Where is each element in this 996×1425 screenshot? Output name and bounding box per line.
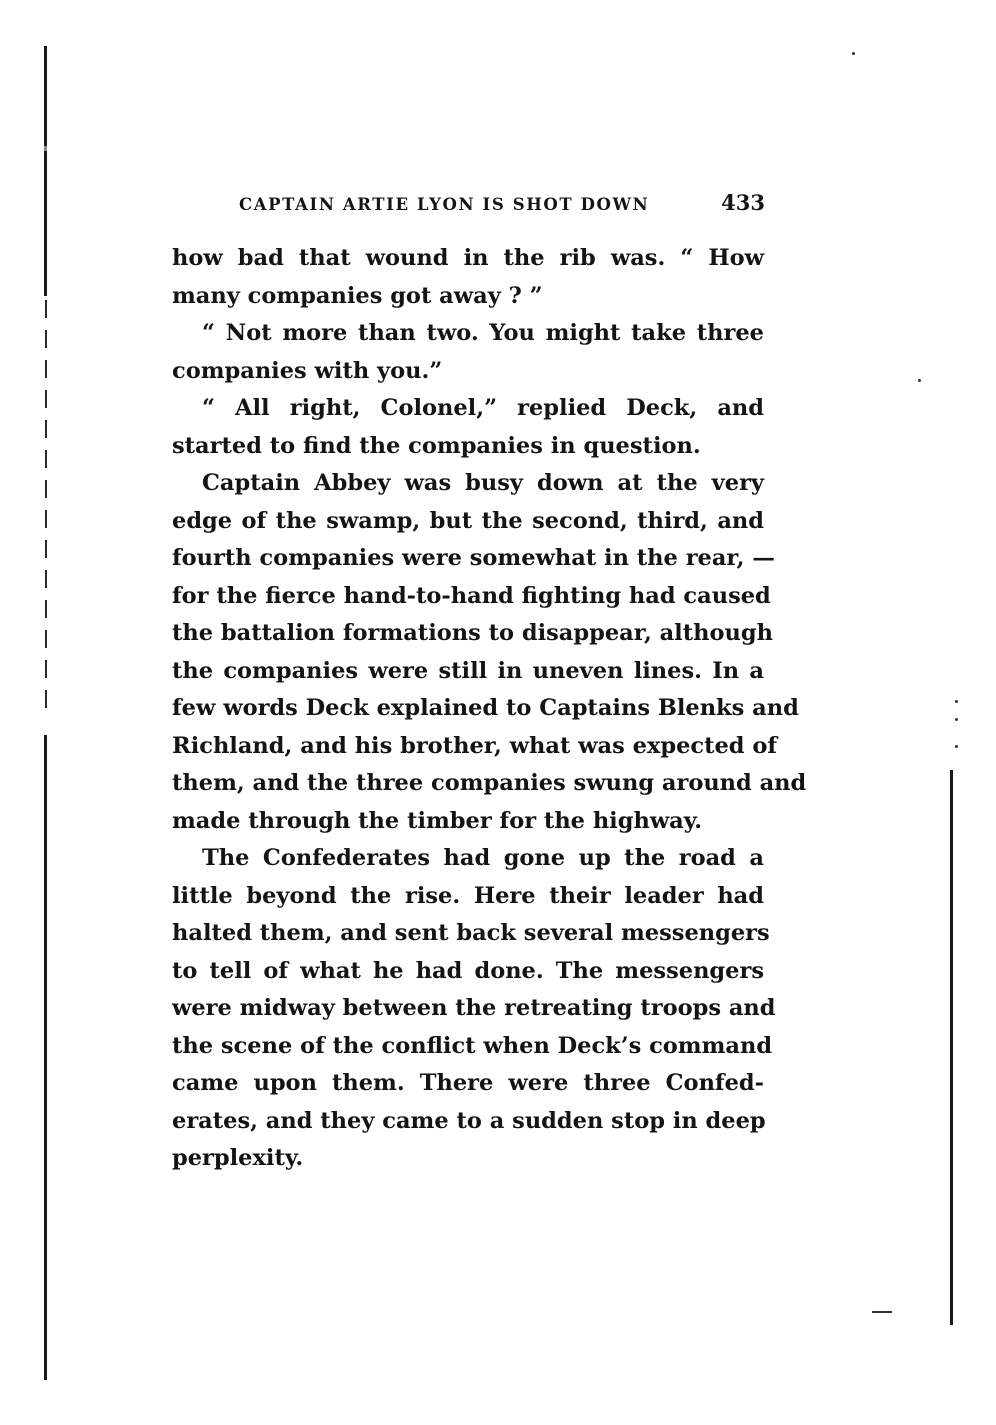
- text-line: the companies were still in uneven lines. In a: [172, 657, 764, 684]
- scan-speck: [852, 52, 855, 55]
- text-line: fourth companies were somewhat in the rear, —: [172, 545, 775, 571]
- text-line: edge of the swamp, but the second, third, and: [172, 507, 764, 534]
- text-line: “ Not more than two. You might take three: [202, 320, 764, 346]
- scan-speck: [955, 745, 958, 748]
- text-line: erates, and they came to a sudden stop in deep: [172, 1107, 766, 1134]
- text-line: many companies got away ? ”: [172, 282, 543, 309]
- scan-edge-line-left-bottom: [44, 735, 47, 1380]
- scan-speck: [955, 718, 958, 721]
- page-number: 433: [721, 190, 765, 215]
- scan-edge-line-left-dashed: [45, 300, 47, 720]
- text-line: little beyond the rise. Here their leader had: [172, 882, 764, 909]
- body-text: [172, 240, 807, 1178]
- text-line: Captain Abbey was busy down at the very: [202, 470, 764, 496]
- text-line: “ All right, Colonel,” replied Deck, and: [202, 395, 764, 421]
- running-title: CAPTAIN ARTIE LYON IS SHOT DOWN: [239, 195, 650, 214]
- text-line: them, and the three companies swung around and: [172, 770, 807, 796]
- text-line: were midway between the retreating troops and: [172, 995, 776, 1021]
- text-line: the battalion formations to disappear, although: [172, 620, 773, 646]
- text-line: the scene of the conflict when Deck’s command: [172, 1032, 773, 1059]
- text-line: to tell of what he had done. The messengers: [172, 957, 764, 984]
- paragraph: [172, 465, 807, 840]
- paragraph: [172, 315, 764, 390]
- text-line: companies with you.”: [172, 357, 443, 384]
- text-line: started to find the companies in question.: [172, 432, 701, 459]
- text-line: how bad that wound in the rib was. “ How: [172, 245, 764, 271]
- text-line: The Confederates had gone up the road a: [202, 845, 764, 871]
- scan-edge-line-right-bottom: [950, 770, 953, 1325]
- text-line: made through the timber for the highway.: [172, 807, 703, 834]
- scan-speck: [955, 700, 958, 703]
- text-line: Richland, and his brother, what was expected of: [172, 732, 778, 759]
- text-line: halted them, and sent back several messengers: [172, 920, 770, 946]
- page-header: [171, 190, 767, 220]
- scan-edge-line-left-top: [44, 46, 47, 296]
- scan-speck: [918, 379, 921, 382]
- text-line: few words Deck explained to Captains Blenks and: [172, 695, 799, 721]
- text-line: perplexity.: [172, 1145, 304, 1171]
- scan-dash-mark: [872, 1311, 892, 1313]
- paragraph: [172, 390, 764, 465]
- paragraph: [172, 840, 776, 1178]
- paragraph: [172, 240, 764, 315]
- text-line: came upon them. There were three Confed-: [172, 1070, 764, 1096]
- text-line: for the fierce hand-to-hand fighting had caused: [172, 582, 771, 609]
